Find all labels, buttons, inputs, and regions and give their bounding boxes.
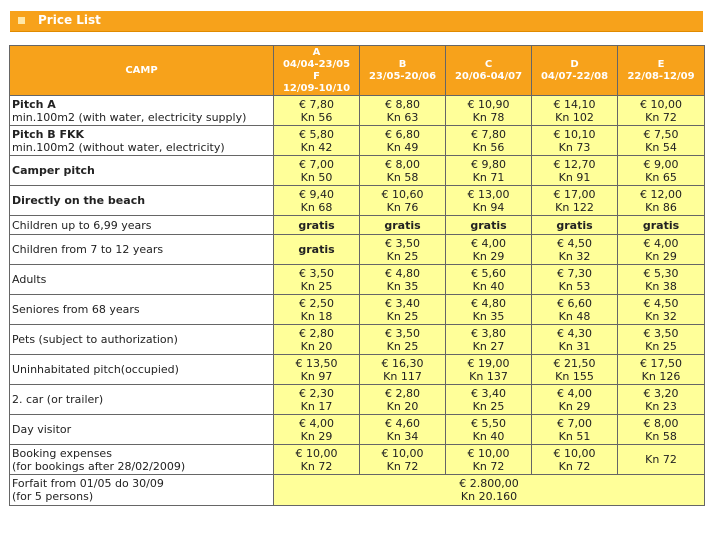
price-text: € 5,30 (643, 266, 679, 280)
price-text: € 12,70 (553, 157, 596, 171)
row-label (10, 385, 274, 415)
price-text: € 2,30 (299, 386, 334, 400)
price-text: Kn 29 (558, 399, 591, 413)
price-text: € 7,80 (299, 97, 334, 111)
price-text: Kn 117 (383, 369, 422, 383)
price-text: € 3,80 (471, 326, 506, 340)
price-text: Kn 91 (558, 170, 591, 184)
price-cell (532, 156, 618, 186)
forfait-value: € 2.800,00 Kn 20.160 (274, 475, 705, 506)
price-text: gratis (298, 218, 335, 232)
price-text: € 5,60 (471, 266, 506, 280)
price-cell (618, 295, 705, 325)
price-text: gratis (298, 243, 335, 256)
price-text: € 9,80 (471, 157, 506, 171)
price-cell (360, 96, 446, 126)
row-title: Adults (12, 273, 47, 286)
price-text: € 4,00 (557, 386, 592, 400)
price-cell (274, 445, 360, 475)
price-text: Kn 49 (386, 140, 419, 154)
price-text: € 7,50 (643, 127, 679, 141)
price-text: Kn 35 (386, 279, 419, 293)
price-text: Kn 25 (386, 339, 419, 353)
price-text: Kn 63 (386, 110, 419, 124)
price-text: € 17,00 (553, 187, 596, 201)
price-text: € 10,60 (381, 187, 424, 201)
forfait-label: Forfait from 01/05 do 30/09 (for 5 persons) (10, 475, 274, 506)
table-row (10, 235, 705, 265)
price-cell (360, 186, 446, 216)
price-text: € 4,00 (299, 416, 334, 430)
price-text: Kn 72 (386, 459, 419, 473)
row-label (10, 445, 274, 475)
price-text: € 14,10 (553, 97, 596, 111)
price-text: € 2,80 (385, 386, 420, 400)
price-text: € 3,50 (299, 266, 334, 280)
price-text: Kn 56 (300, 110, 333, 124)
price-cell (360, 265, 446, 295)
price-text: € 3,40 (471, 386, 506, 400)
row-label (10, 96, 274, 126)
price-text: Kn 126 (641, 369, 681, 383)
row-label (10, 265, 274, 295)
price-cell (360, 355, 446, 385)
price-cell (360, 156, 446, 186)
price-text: € 4,60 (385, 416, 420, 430)
price-text: € 4,30 (557, 326, 592, 340)
price-cell (274, 235, 360, 265)
price-text: € 8,80 (385, 97, 420, 111)
price-text: € 4,50 (643, 296, 679, 310)
price-text: Kn 23 (645, 399, 677, 413)
table-row (10, 415, 705, 445)
table-row (10, 265, 705, 295)
row-label (10, 126, 274, 156)
price-text: € 10,00 (467, 446, 510, 460)
price-text: Kn 50 (300, 170, 333, 184)
camp-header: CAMP (10, 46, 274, 96)
column-header-d: D 04/07-22/08 (532, 46, 618, 96)
price-text: Kn 40 (472, 279, 505, 293)
price-text: Kn 58 (386, 170, 419, 184)
price-text: € 10,00 (553, 446, 596, 460)
price-text: € 2,80 (299, 326, 334, 340)
row-title: Pets (subject to authorization) (12, 333, 178, 346)
price-text: Kn 53 (558, 279, 591, 293)
column-header-e: E 22/08-12/09 (618, 46, 705, 96)
price-text: gratis (470, 218, 507, 232)
price-text: Kn 29 (645, 249, 677, 263)
price-cell (532, 385, 618, 415)
price-cell (532, 216, 618, 235)
price-text: gratis (556, 218, 593, 232)
price-cell (274, 156, 360, 186)
price-text: Kn 25 (645, 339, 677, 353)
price-text: € 3,50 (385, 326, 420, 340)
price-cell (274, 385, 360, 415)
price-text: Kn 72 (472, 459, 505, 473)
price-text: € 7,80 (471, 127, 506, 141)
price-cell (618, 355, 705, 385)
row-title: Day visitor (12, 423, 72, 436)
price-text: € 8,00 (385, 157, 420, 171)
price-cell (532, 415, 618, 445)
row-title: Booking expenses (12, 446, 112, 460)
price-cell (446, 445, 532, 475)
row-label (10, 156, 274, 186)
price-cell (618, 235, 705, 265)
row-title: Directly on the beach (12, 194, 146, 207)
price-text: Kn 42 (300, 140, 333, 154)
column-header-c: C 20/06-04/07 (446, 46, 532, 96)
table-row (10, 355, 705, 385)
price-cell (446, 355, 532, 385)
price-cell (274, 415, 360, 445)
price-text: Kn 29 (472, 249, 505, 263)
price-cell (274, 325, 360, 355)
price-text: € 9,00 (643, 157, 679, 171)
price-cell (618, 186, 705, 216)
row-label (10, 186, 274, 216)
price-text: Kn 31 (558, 339, 591, 353)
price-text: Kn 27 (472, 339, 505, 353)
price-text: Kn 25 (472, 399, 505, 413)
price-text: € 4,00 (643, 236, 679, 250)
price-text: Kn 78 (472, 110, 505, 124)
price-text: € 3,50 (643, 326, 679, 340)
price-text: Kn 20 (300, 339, 333, 353)
column-header-b: B 23/05-20/06 (360, 46, 446, 96)
price-text: € 3,40 (385, 296, 420, 310)
price-cell (618, 415, 705, 445)
price-cell (274, 126, 360, 156)
price-text: Kn 17 (300, 399, 333, 413)
price-cell (360, 126, 446, 156)
price-cell (618, 126, 705, 156)
price-text: Kn 25 (386, 249, 419, 263)
price-cell (532, 265, 618, 295)
price-cell (446, 265, 532, 295)
price-cell (446, 385, 532, 415)
price-text: € 19,00 (467, 356, 510, 370)
row-title: Seniores from 68 years (12, 303, 140, 316)
price-text: € 12,00 (640, 187, 682, 201)
price-cell (532, 96, 618, 126)
price-text: € 10,90 (467, 97, 510, 111)
price-text: Kn 94 (472, 200, 505, 214)
row-label (10, 235, 274, 265)
price-text: Kn 32 (645, 309, 677, 323)
price-text: € 10,00 (295, 446, 338, 460)
price-text: Kn 20 (386, 399, 419, 413)
price-text: Kn 18 (300, 309, 333, 323)
table-row (10, 216, 705, 235)
price-cell (360, 295, 446, 325)
table-row (10, 385, 705, 415)
row-subtitle: (for bookings after 28/02/2009) (12, 459, 186, 473)
price-cell (446, 415, 532, 445)
price-text: Kn 40 (472, 429, 505, 443)
column-header-a: A 04/04-23/05 F 12/09-10/10 (274, 46, 360, 96)
price-cell (446, 156, 532, 186)
price-text: € 10,00 (640, 97, 682, 111)
row-title: Camper pitch (12, 164, 95, 177)
price-text: Kn 32 (558, 249, 591, 263)
price-text: € 13,00 (467, 187, 510, 201)
price-text: € 7,30 (557, 266, 592, 280)
bullet-square-icon (18, 17, 25, 24)
price-cell (532, 295, 618, 325)
table-row (10, 325, 705, 355)
price-text: Kn 71 (472, 170, 505, 184)
price-text: gratis (642, 218, 680, 232)
price-cell (446, 96, 532, 126)
row-title: 2. car (or trailer) (12, 393, 104, 406)
table-row (10, 186, 705, 216)
price-text: Kn 72 (645, 110, 677, 124)
price-cell (446, 126, 532, 156)
table-row (10, 445, 705, 475)
price-text: Kn 38 (645, 279, 677, 293)
price-text: € 4,80 (471, 296, 506, 310)
price-text: Kn 51 (558, 429, 591, 443)
price-text: Kn 48 (558, 309, 591, 323)
price-text: Kn 34 (386, 429, 419, 443)
price-text: € 10,00 (381, 446, 424, 460)
row-label (10, 216, 274, 235)
row-title: Children up to 6,99 years (12, 218, 152, 232)
price-text: Kn 72 (300, 459, 333, 473)
price-text: € 10,10 (553, 127, 596, 141)
price-text: Kn 25 (386, 309, 419, 323)
price-text: Kn 68 (300, 200, 333, 214)
price-text: € 16,30 (381, 356, 424, 370)
price-cell (360, 325, 446, 355)
price-text: € 9,40 (299, 187, 334, 201)
price-cell (618, 325, 705, 355)
price-cell (532, 126, 618, 156)
price-text: Kn 58 (645, 429, 677, 443)
price-text: € 6,60 (557, 296, 592, 310)
table-row (10, 295, 705, 325)
row-label (10, 355, 274, 385)
row-subtitle: min.100m2 (without water, electricity) (12, 140, 225, 154)
price-text: € 4,00 (471, 236, 506, 250)
price-text: Kn 25 (300, 279, 333, 293)
row-title: Children from 7 to 12 years (12, 243, 164, 256)
price-text: € 21,50 (553, 356, 596, 370)
page-title: Price List (38, 13, 101, 27)
table-row (10, 96, 705, 126)
price-cell (618, 96, 705, 126)
price-text: Kn 72 (558, 459, 591, 473)
price-text: € 5,50 (471, 416, 506, 430)
row-label (10, 295, 274, 325)
price-cell (532, 325, 618, 355)
price-text: € 13,50 (295, 356, 338, 370)
price-text: Kn 35 (472, 309, 505, 323)
price-list-header (10, 11, 703, 32)
price-cell (446, 186, 532, 216)
row-title: Pitch A (12, 97, 56, 111)
price-cell (360, 235, 446, 265)
price-text: Kn 76 (386, 200, 419, 214)
price-cell (532, 355, 618, 385)
price-cell (618, 445, 705, 475)
price-cell (532, 235, 618, 265)
price-cell (446, 295, 532, 325)
price-cell (274, 186, 360, 216)
price-cell (360, 385, 446, 415)
price-text: € 2,50 (299, 296, 334, 310)
row-label (10, 415, 274, 445)
price-text: Kn 54 (645, 140, 677, 154)
price-text: gratis (384, 218, 421, 232)
price-text: Kn 65 (645, 170, 677, 184)
price-cell (274, 355, 360, 385)
price-table (9, 45, 705, 506)
row-label (10, 325, 274, 355)
price-cell (618, 216, 705, 235)
price-text: Kn 29 (300, 429, 333, 443)
price-cell (360, 445, 446, 475)
price-cell (360, 216, 446, 235)
row-subtitle: min.100m2 (with water, electricity supply) (12, 110, 247, 124)
price-cell (618, 385, 705, 415)
price-cell (360, 415, 446, 445)
row-title: Uninhabitated pitch(occupied) (12, 363, 179, 376)
price-text: Kn 155 (555, 369, 594, 383)
price-text: Kn 86 (645, 200, 677, 214)
price-cell (446, 325, 532, 355)
price-text: Kn 73 (558, 140, 591, 154)
price-text: € 4,50 (557, 236, 592, 250)
price-cell (446, 216, 532, 235)
price-text: € 7,00 (299, 157, 334, 171)
price-cell (274, 216, 360, 235)
price-cell (274, 295, 360, 325)
price-text: € 6,80 (385, 127, 420, 141)
row-title: Pitch B FKK (12, 127, 85, 141)
price-text: Kn 102 (555, 110, 594, 124)
price-cell (618, 265, 705, 295)
price-text: € 3,20 (643, 386, 679, 400)
price-text: € 17,50 (640, 356, 682, 370)
price-cell (618, 156, 705, 186)
forfait-row (10, 475, 705, 506)
price-text: Kn 72 (645, 453, 677, 466)
price-text: € 4,80 (385, 266, 420, 280)
price-cell (274, 96, 360, 126)
price-text: Kn 137 (469, 369, 508, 383)
table-row (10, 126, 705, 156)
price-text: Kn 97 (300, 369, 333, 383)
price-cell (274, 265, 360, 295)
price-text: € 7,00 (557, 416, 592, 430)
price-text: Kn 56 (472, 140, 505, 154)
price-cell (446, 235, 532, 265)
price-cell (532, 186, 618, 216)
price-cell (532, 445, 618, 475)
table-row (10, 156, 705, 186)
price-text: € 8,00 (643, 416, 679, 430)
price-text: Kn 122 (555, 200, 594, 214)
price-text: € 3,50 (385, 236, 420, 250)
price-text: € 5,80 (299, 127, 334, 141)
